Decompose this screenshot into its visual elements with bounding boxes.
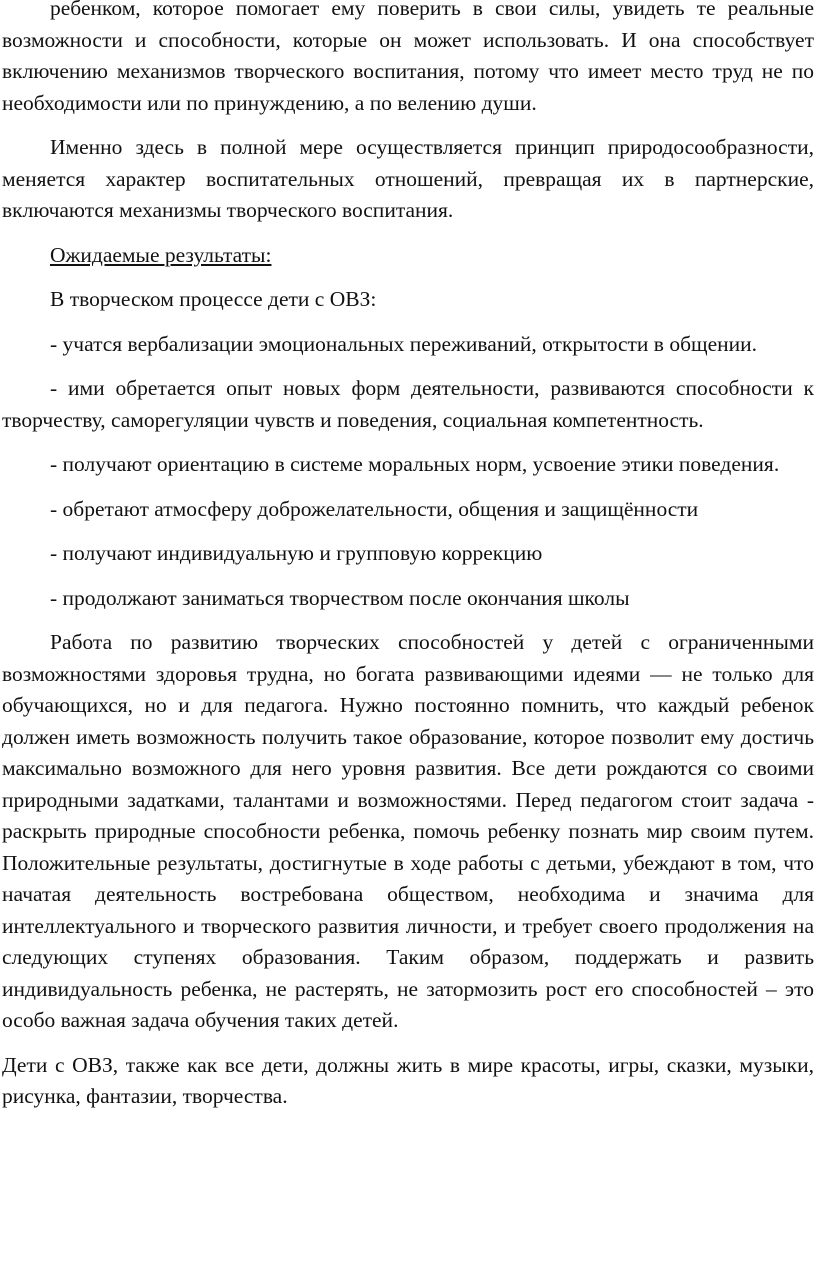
list-item-atmosphere: - обретают атмосферу доброжелательности, общения и защищённости — [50, 496, 699, 521]
list-item-verbalization: - учатся вербализации эмоциональных переживаний, открытости в общении. — [50, 331, 758, 356]
paragraph-intro-continuation: ребенком, которое помогает ему поверить в свои силы, увидеть те реальные возможности и способности, которые он может использовать. И она способствует включению механизмов творческого воспитания, потому что имеет место труд не по необходимости или по принуждению, а по велению души. — [2, 0, 814, 115]
list-item-experience: - ими обретается опыт новых форм деятельности, развиваются способности к творчеству, саморегуляции чувств и поведения, социальная компетентность. — [2, 376, 814, 432]
list-item-continue-creativity: - продолжают заниматься творчеством после окончания школы — [50, 585, 630, 610]
heading-expected-results — [2, 240, 814, 272]
paragraph-conclusion: Дети с ОВЗ, также как все дети, должны жить в мире красоты, игры, сказки, музыки, рисунка, фантазии, творчества. — [2, 1052, 814, 1108]
expected-results-label: Ожидаемые результаты: — [50, 242, 272, 267]
list-item-correction: - получают индивидуальную и групповую коррекцию — [50, 541, 543, 565]
paragraph-work-development: Работа по развитию творческих способностей у детей с ограниченными возможностями здоровья трудна, но богата развивающими идеями — не только для обучающихся, но и для педагога. Нужно постоянно помнить, что каждый ребенок должен иметь возможность получить такое образование, которое позволит ему достичь максимально возможного для него уровня развития. Все дети рождаются со своими природными задатками, талантами и возможностями. Перед педагогом стоит задача - раскрыть природные способности ребенка, помочь ребенку познать мир своим путем. Положительные результаты, достигнутые в ходе работы с детьми, убеждают в том, что начатая деятельность востребована обществом, необходима и значима для интеллектуального и творческого развития личности, и требует своего продолжения на следующих ступенях образования. Таким образом, поддержать и развить индивидуальность ребенка, не растерять, не затормозить рост его способностей – это особо важная задача обучения таких детей. — [2, 630, 814, 1032]
paragraph-nature-principle: Именно здесь в полной мере осуществляется принцип природосообразности, меняется характер воспитательных отношений, превращая их в партнерские, включаются механизмы творческого воспитания. — [2, 135, 814, 222]
list-item-moral-norms: - получают ориентацию в системе моральных норм, усвоение этики поведения. — [50, 452, 780, 476]
paragraph-creative-process: В творческом процессе дети с ОВЗ: — [50, 287, 377, 311]
